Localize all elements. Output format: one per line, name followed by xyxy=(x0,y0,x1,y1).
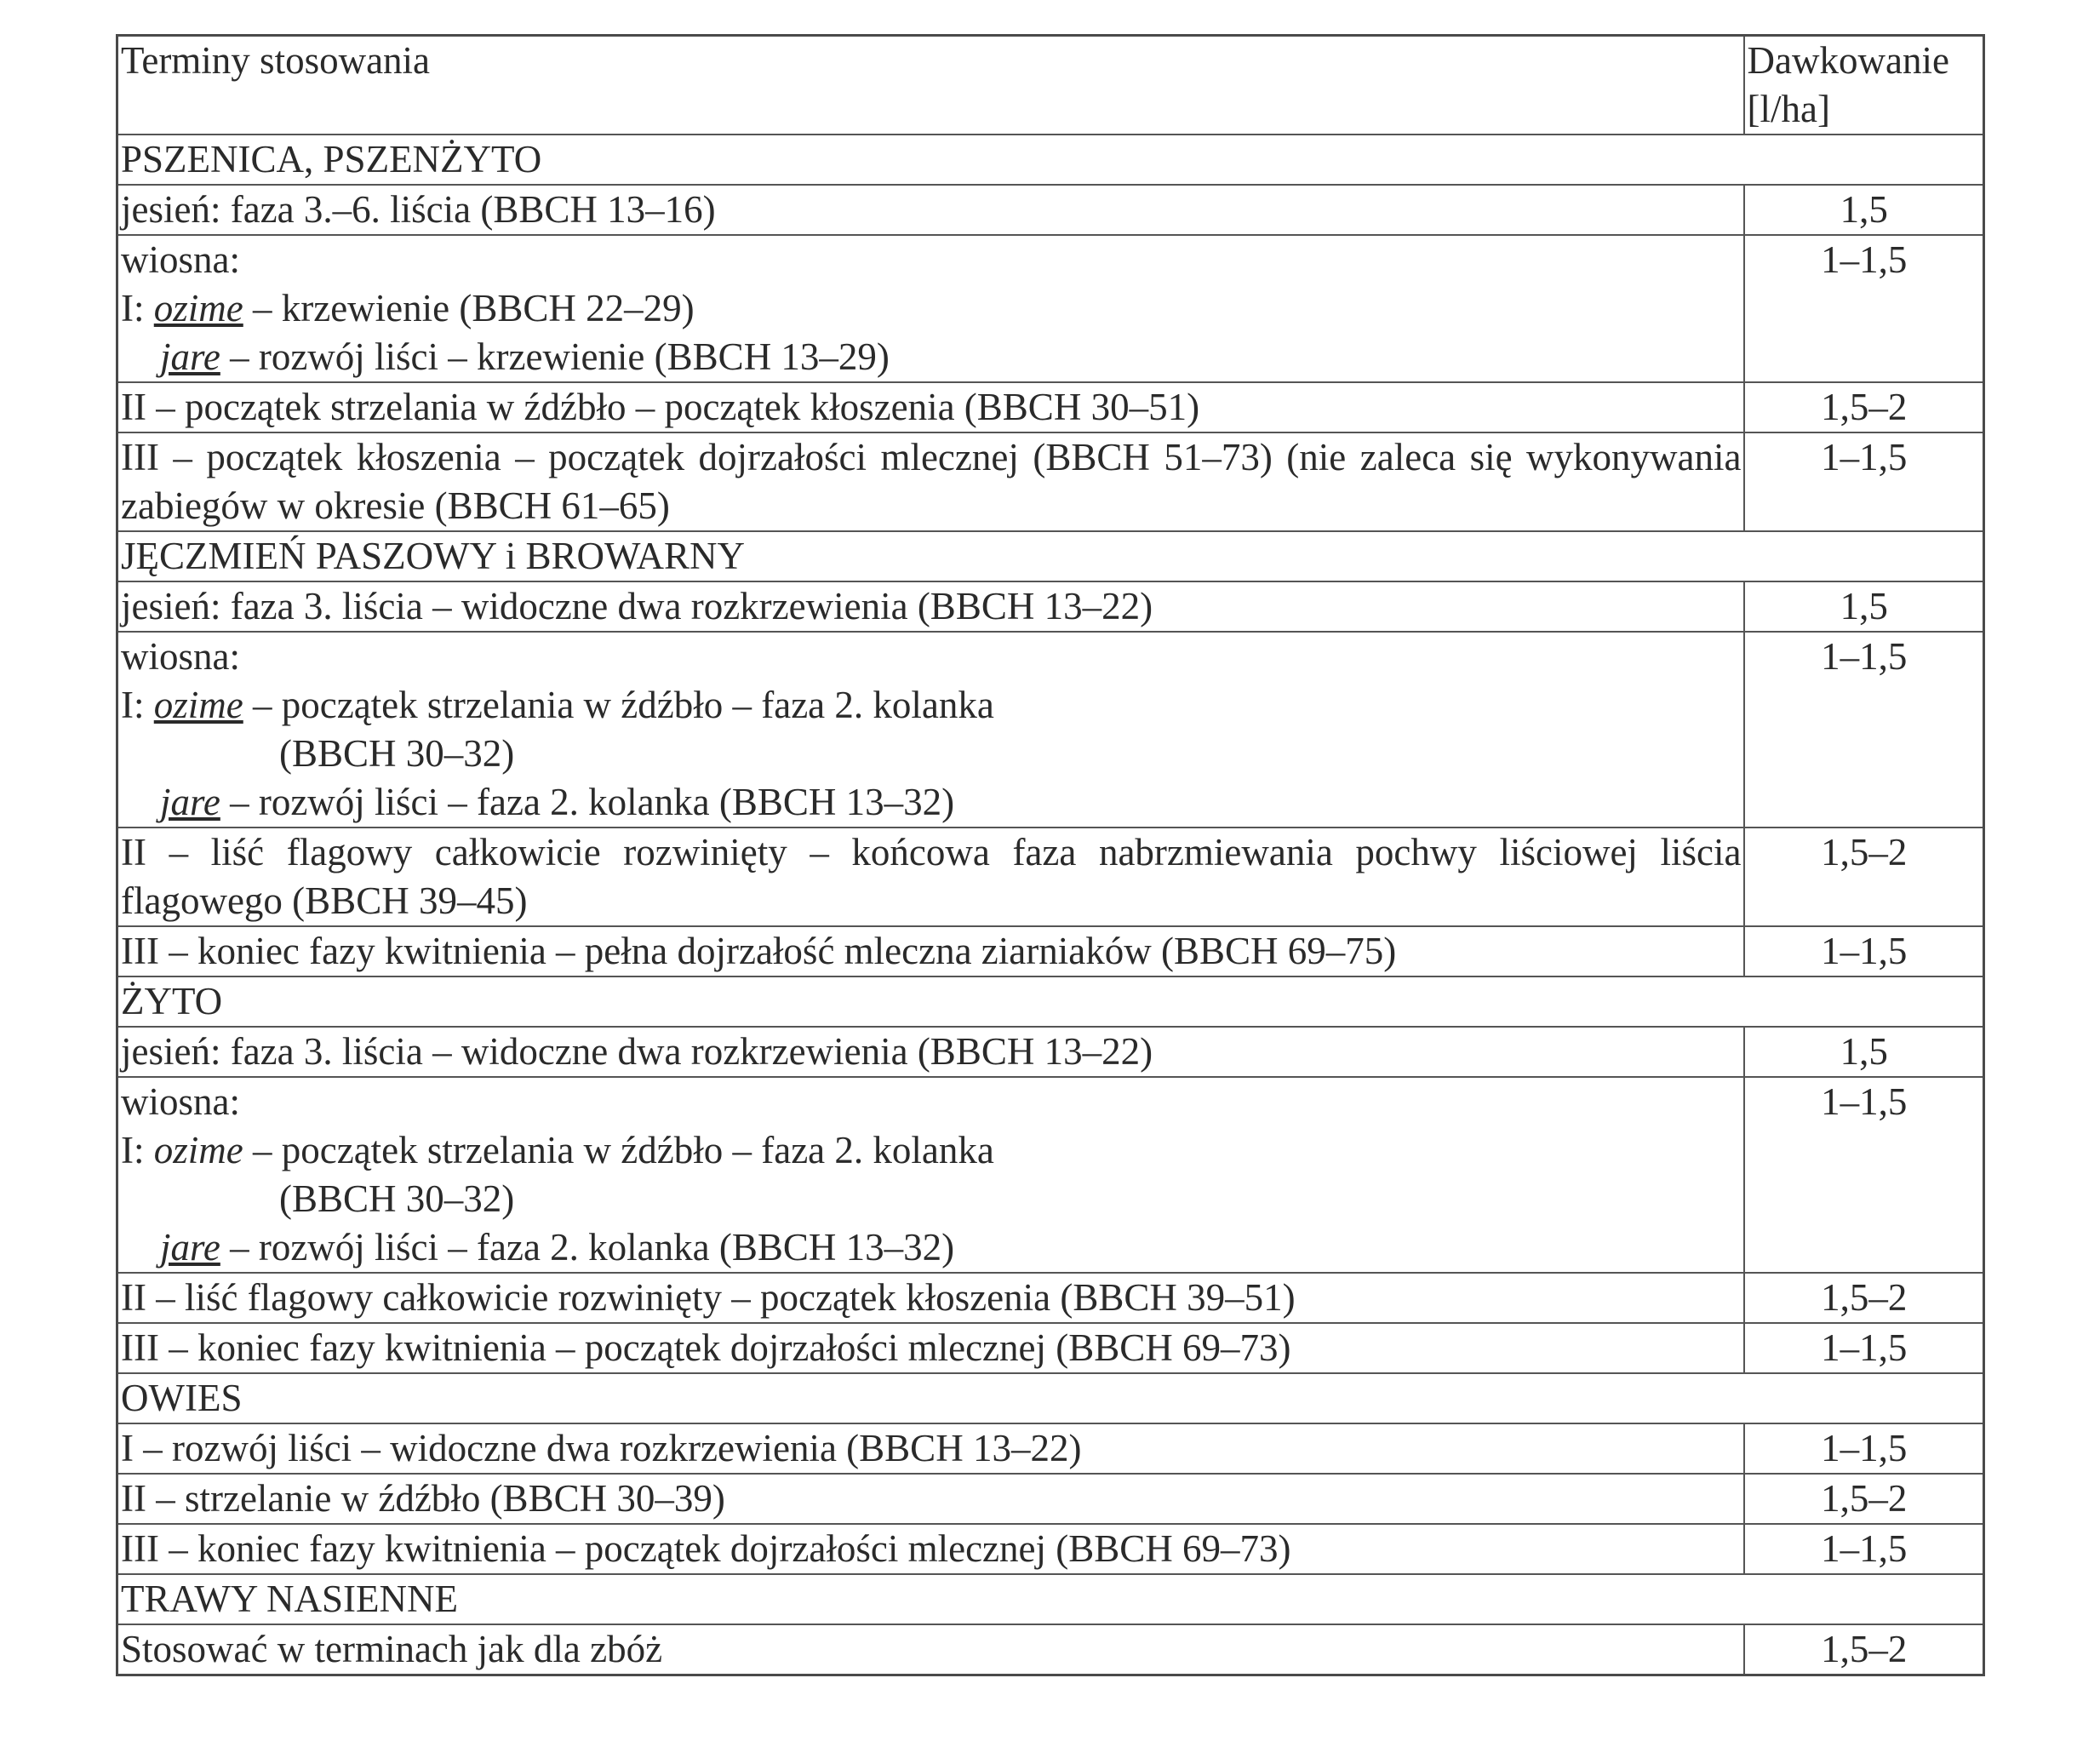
term-cell: Stosować w terminach jak dla zbóż xyxy=(117,1624,1744,1675)
crop-row xyxy=(117,531,1984,581)
crop-name: TRAWY NASIENNE xyxy=(117,1574,1984,1624)
spring-word: jare xyxy=(160,335,220,378)
dose-cell: 1–1,5 xyxy=(1744,1323,1984,1373)
spring-text: – rozwój liści – krzewienie (BBCH 13–29) xyxy=(220,335,890,378)
spring-label: wiosna: xyxy=(121,1080,240,1123)
table-row xyxy=(117,185,1984,235)
winter-line xyxy=(121,284,1742,333)
term-cell: III – początek kłoszenia – początek dojrzałości mlecznej (BBCH 51–73) (nie zaleca się wykonywania zabiegów w okresie (BBCH 61–65) xyxy=(117,432,1744,531)
term-cell: jesień: faza 3.–6. liścia (BBCH 13–16) xyxy=(117,185,1744,235)
dose-cell: 1–1,5 xyxy=(1744,235,1984,382)
dose-cell: 1,5 xyxy=(1744,1027,1984,1077)
table-row xyxy=(117,581,1984,632)
dose-cell: 1–1,5 xyxy=(1744,632,1984,828)
term-cell: III – koniec fazy kwitnienia – początek dojrzałości mlecznej (BBCH 69–73) xyxy=(117,1323,1744,1373)
spring-word: jare xyxy=(160,1226,220,1269)
winter-prefix: I: xyxy=(121,684,154,726)
term-cell xyxy=(117,235,1744,382)
term-cell xyxy=(117,1077,1744,1273)
table-row xyxy=(117,632,1984,828)
table-row xyxy=(117,1624,1984,1675)
dose-cell: 1,5–2 xyxy=(1744,828,1984,926)
term-cell: II – początek strzelania w źdźbło – początek kłoszenia (BBCH 30–51) xyxy=(117,382,1744,432)
header-row xyxy=(117,36,1984,135)
term-cell xyxy=(117,632,1744,828)
winter-text: – początek strzelania w źdźbło – faza 2. kolanka xyxy=(243,684,994,726)
table-row xyxy=(117,1323,1984,1373)
table-row xyxy=(117,1077,1984,1273)
winter-prefix: I: xyxy=(121,1129,154,1171)
winter-word: ozime xyxy=(153,1129,243,1171)
dose-cell: 1,5–2 xyxy=(1744,382,1984,432)
table-row xyxy=(117,382,1984,432)
winter-text: – początek strzelania w źdźbło – faza 2. kolanka xyxy=(243,1129,994,1171)
term-cell: I – rozwój liści – widoczne dwa rozkrzewienia (BBCH 13–22) xyxy=(117,1423,1744,1474)
table-row xyxy=(117,828,1984,926)
table-row xyxy=(117,926,1984,976)
dosage-table xyxy=(116,34,1985,1676)
table-row xyxy=(117,235,1984,382)
spring-line xyxy=(121,1223,1742,1272)
dose-cell: 1,5–2 xyxy=(1744,1273,1984,1323)
spring-line xyxy=(121,778,1742,827)
dose-cell: 1,5–2 xyxy=(1744,1474,1984,1524)
header-term: Terminy stosowania xyxy=(117,36,1744,135)
dose-cell: 1,5 xyxy=(1744,185,1984,235)
term-cell: jesień: faza 3. liścia – widoczne dwa rozkrzewienia (BBCH 13–22) xyxy=(117,581,1744,632)
winter-line xyxy=(121,681,1742,730)
spring-word: jare xyxy=(160,781,220,823)
crop-row xyxy=(117,135,1984,185)
term-cell: jesień: faza 3. liścia – widoczne dwa rozkrzewienia (BBCH 13–22) xyxy=(117,1027,1744,1077)
table-row xyxy=(117,1524,1984,1574)
crop-name: PSZENICA, PSZENŻYTO xyxy=(117,135,1984,185)
dose-cell: 1–1,5 xyxy=(1744,926,1984,976)
crop-row xyxy=(117,976,1984,1027)
winter-continuation: (BBCH 30–32) xyxy=(279,732,515,775)
spring-text: – rozwój liści – faza 2. kolanka (BBCH 13–32) xyxy=(220,1226,955,1269)
winter-continuation: (BBCH 30–32) xyxy=(279,1177,515,1220)
header-dose-label: Dawkowanie xyxy=(1747,39,1949,82)
winter-word: ozime xyxy=(153,287,243,329)
table-row xyxy=(117,1474,1984,1524)
spring-text: – rozwój liści – faza 2. kolanka (BBCH 13–32) xyxy=(220,781,955,823)
header-dose-unit: [l/ha] xyxy=(1747,88,1830,130)
dose-cell: 1,5 xyxy=(1744,581,1984,632)
term-cell: II – strzelanie w źdźbło (BBCH 30–39) xyxy=(117,1474,1744,1524)
term-cell: II – liść flagowy całkowicie rozwinięty – końcowa faza nabrzmiewania pochwy liściowej liścia flagowego (BBCH 39–45) xyxy=(117,828,1744,926)
table-row xyxy=(117,1027,1984,1077)
dose-cell: 1,5–2 xyxy=(1744,1624,1984,1675)
term-cell: III – koniec fazy kwitnienia – początek dojrzałości mlecznej (BBCH 69–73) xyxy=(117,1524,1744,1574)
table-row xyxy=(117,432,1984,531)
spring-line xyxy=(121,333,1742,381)
term-cell: II – liść flagowy całkowicie rozwinięty – początek kłoszenia (BBCH 39–51) xyxy=(117,1273,1744,1323)
crop-name: OWIES xyxy=(117,1373,1984,1423)
crop-row xyxy=(117,1373,1984,1423)
crop-row xyxy=(117,1574,1984,1624)
winter-line xyxy=(121,1126,1742,1175)
winter-word: ozime xyxy=(153,684,243,726)
dose-cell: 1–1,5 xyxy=(1744,432,1984,531)
crop-name: ŻYTO xyxy=(117,976,1984,1027)
dose-cell: 1–1,5 xyxy=(1744,1524,1984,1574)
term-cell: III – koniec fazy kwitnienia – pełna dojrzałość mleczna ziarniaków (BBCH 69–75) xyxy=(117,926,1744,976)
header-dose xyxy=(1744,36,1984,135)
winter-prefix: I: xyxy=(121,287,154,329)
dose-cell: 1–1,5 xyxy=(1744,1077,1984,1273)
winter-text: – krzewienie (BBCH 22–29) xyxy=(243,287,695,329)
spring-label: wiosna: xyxy=(121,238,240,281)
crop-name: JĘCZMIEŃ PASZOWY i BROWARNY xyxy=(117,531,1984,581)
dose-cell: 1–1,5 xyxy=(1744,1423,1984,1474)
spring-label: wiosna: xyxy=(121,635,240,678)
table-row xyxy=(117,1423,1984,1474)
table-row xyxy=(117,1273,1984,1323)
